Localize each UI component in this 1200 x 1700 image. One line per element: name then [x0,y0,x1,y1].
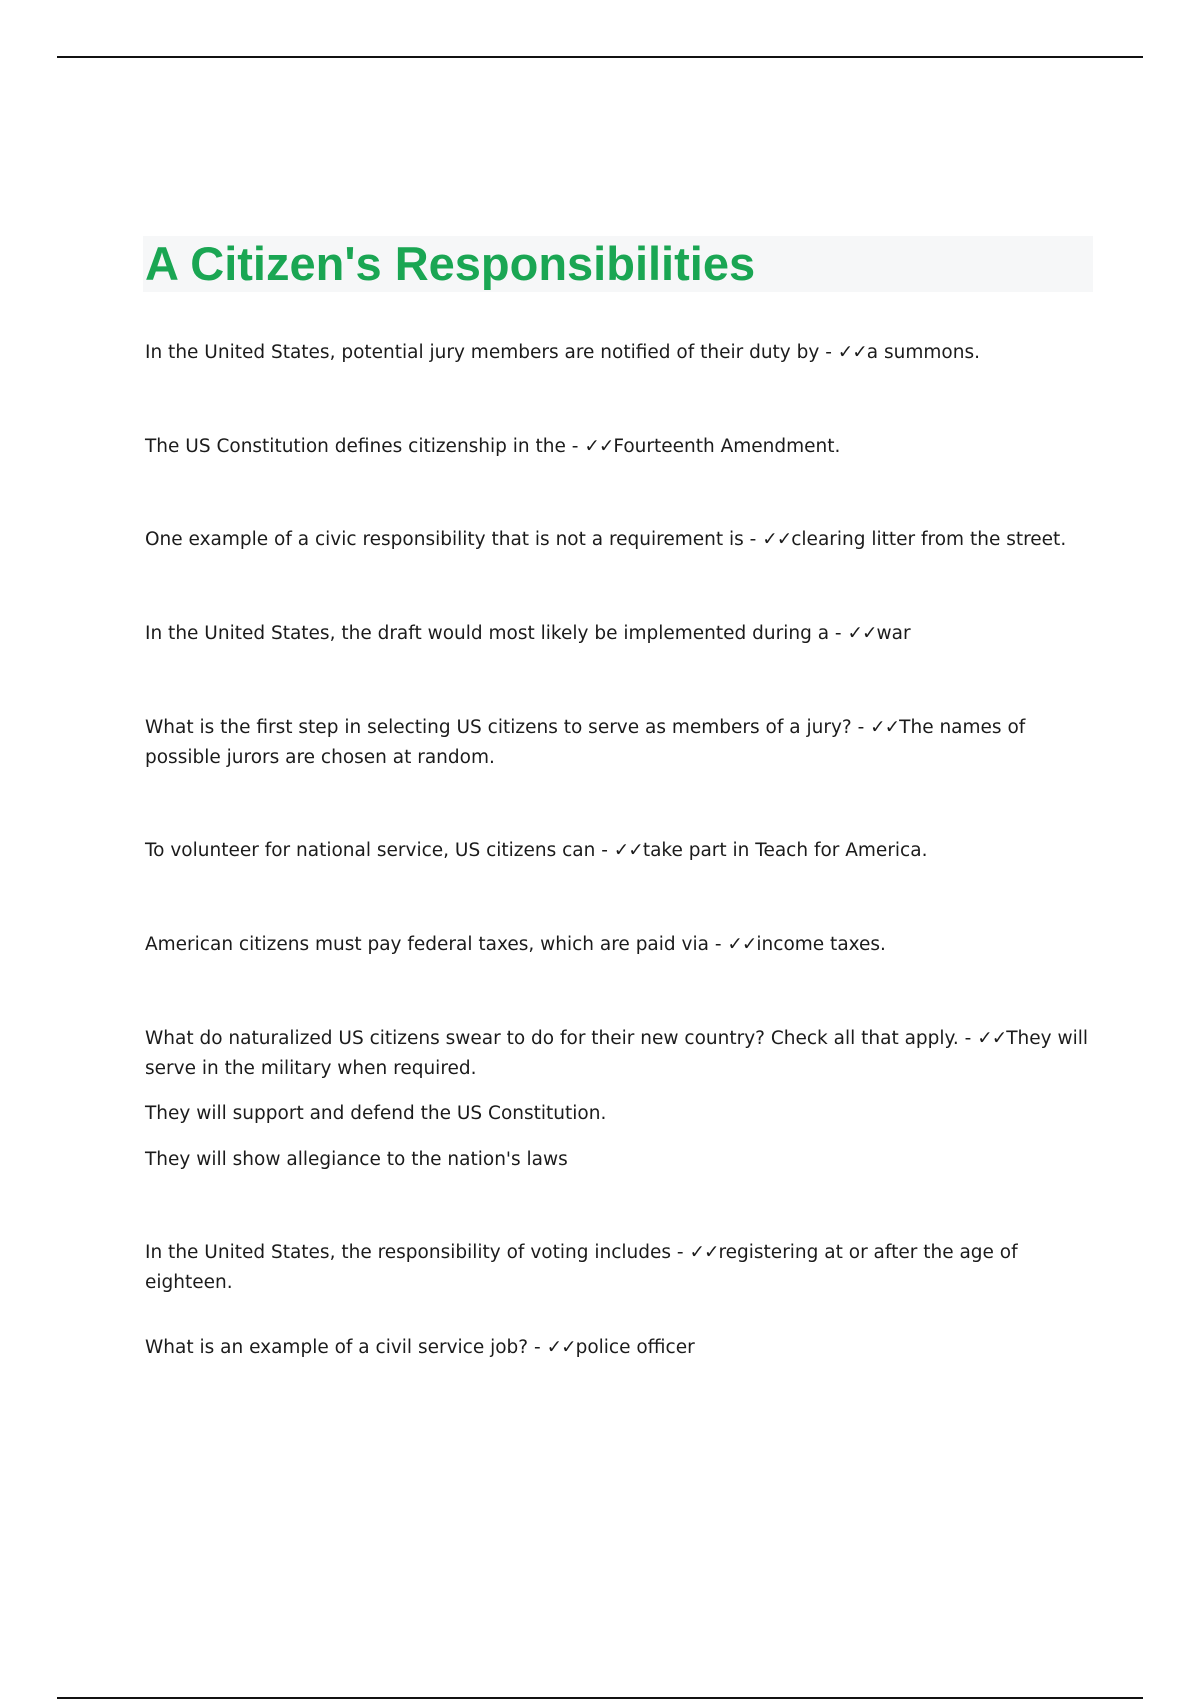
qa-item [145,338,1090,368]
double-check-icon: ✓✓ [837,342,867,363]
answer-text: Fourteenth Amendment. [613,436,841,457]
bottom-rule [57,1697,1143,1699]
double-check-icon: ✓✓ [762,529,792,550]
double-check-icon: ✓✓ [613,840,643,861]
question-text: In the United States, potential jury members are notified of their duty by - [145,342,838,363]
qa-item [145,619,1090,649]
document-title: A Citizen's Responsibilities [145,237,756,290]
double-check-icon: ✓✓ [727,934,757,955]
question-text: In the United States, the draft would most likely be implemented during a - [145,623,848,644]
top-rule [57,56,1143,58]
question-text: What is the first step in selecting US citizens to serve as members of a jury? - [145,717,871,738]
qa-item [145,432,1090,462]
answer-text: a summons. [866,342,980,363]
qa-item [145,525,1090,555]
answer-text: The names of possible jurors are chosen at random. [145,717,1026,768]
qa-item [145,1024,1090,1084]
question-text: To volunteer for national service, US citizens can - [145,840,614,861]
answer-line: They will support and defend the US Constitution. [145,1103,607,1124]
answer-text: clearing litter from the street. [791,529,1067,550]
answer-text: income taxes. [756,934,886,955]
qa-item [145,713,1090,773]
double-check-icon: ✓✓ [847,623,877,644]
double-check-icon: ✓✓ [977,1028,1007,1049]
qa-item [145,1238,1090,1298]
answer-line: They will show allegiance to the nation's laws [145,1149,568,1170]
qa-item [145,930,1090,960]
double-check-icon: ✓✓ [689,1242,719,1263]
question-text: One example of a civic responsibility that is not a requirement is - [145,529,763,550]
answer-text: take part in Teach for America. [642,840,928,861]
qa-item [145,836,1090,866]
question-text: American citizens must pay federal taxes, which are paid via - [145,934,728,955]
question-text: In the United States, the responsibility of voting includes - [145,1242,690,1263]
question-text: What do naturalized US citizens swear to do for their new country? Check all that apply. - [145,1028,978,1049]
question-text: What is an example of a civil service job? - [145,1337,547,1358]
answer-text: They will serve in the military when required. [145,1028,1088,1079]
qa-item [145,1333,1090,1363]
answer-text: police officer [575,1337,695,1358]
answer-text: registering at or after the age of eighteen. [145,1242,1018,1293]
answer-text: war [876,623,911,644]
double-check-icon: ✓✓ [870,717,900,738]
double-check-icon: ✓✓ [584,436,614,457]
double-check-icon: ✓✓ [546,1337,576,1358]
question-text: The US Constitution defines citizenship in the - [145,436,585,457]
